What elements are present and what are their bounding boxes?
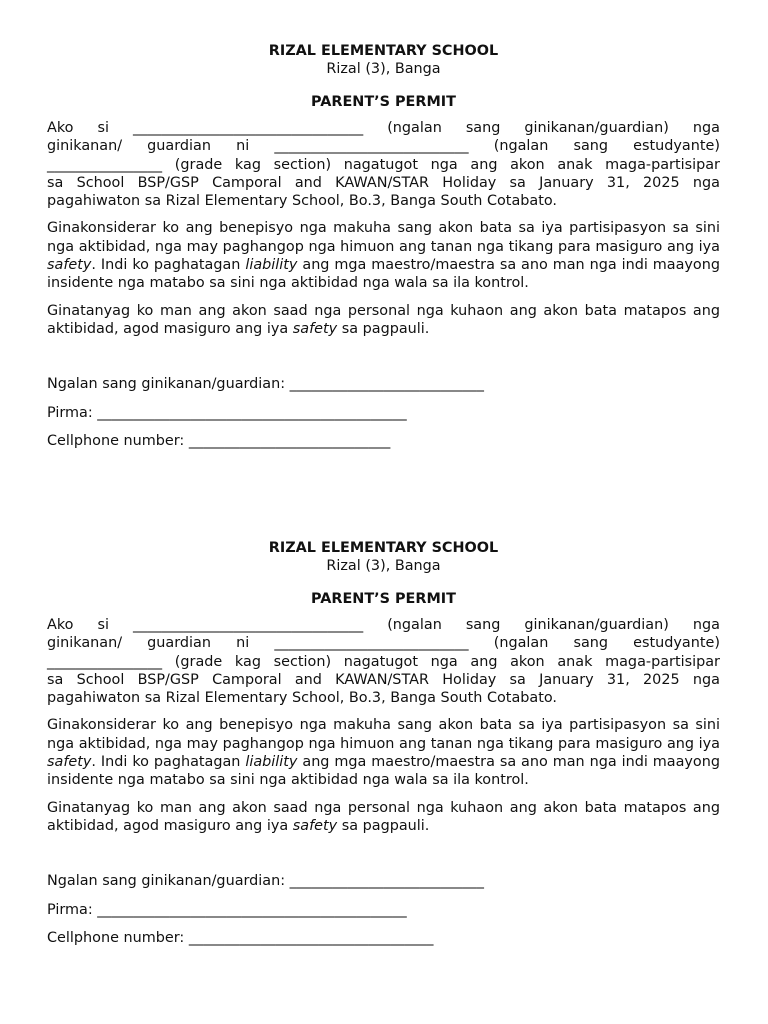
word: sa [47,174,64,191]
word: nga [692,617,720,633]
justified-line [47,137,720,155]
italic-term-safety: safety [292,320,338,337]
word[interactable]: ___________________________ [274,138,469,155]
word[interactable]: ________________________________ [132,617,364,633]
word: (ngalan [493,635,549,652]
italic-term-safety: safety [292,817,338,834]
word: sa [509,671,526,688]
signature-line[interactable]: ___________________________________________ [97,404,407,421]
word: estudyante) [633,138,720,155]
word: School [76,671,125,688]
word: kag [234,156,261,173]
paragraph-last-line: pagahiwaton sa Rizal Elementary School, Bo.3, Banga South Cotabato. [47,690,557,707]
word: KAWAN/STAR [335,671,429,688]
word[interactable]: ________________ [47,653,163,670]
word: School [76,174,125,191]
pickup-paragraph [47,302,720,339]
word: section) [273,653,332,670]
italic-term-liability: liability [245,754,298,771]
word: akon [510,156,545,173]
word: (ngalan [493,138,549,155]
word: (grade [174,156,223,173]
text-run: Ginatanyag ko man ang akon saad nga personal nga kuhaon ang akon bata matapos ang aktibidad, agod masiguro ang iya [47,799,720,834]
word[interactable]: ________________ [47,156,163,173]
justified-line [47,616,720,634]
word: BSP/GSP [137,671,199,688]
permit-form-1 [47,42,720,461]
justified-line [47,119,720,137]
parent-name-field[interactable] [47,872,720,890]
cellphone-line[interactable]: __________________________________ [188,930,434,947]
justified-line [47,156,720,174]
word: Camporal [212,174,282,191]
word: kag [234,653,261,670]
word: 2025 [643,671,680,688]
word: nagatugot [343,156,418,173]
word: guardian [147,635,211,652]
word: sang [573,138,609,155]
word: and [294,671,322,688]
signature-label: Pirma: [47,901,93,918]
word: 31, [606,174,630,191]
word: Holiday [442,174,497,191]
word: nga [692,671,720,688]
cellphone-line[interactable]: ____________________________ [188,433,391,450]
word: BSP/GSP [137,174,199,191]
word: ginikanan/ [47,635,123,652]
word: ni [236,138,250,155]
cellphone-field[interactable] [47,432,720,450]
italic-term-safety: safety [47,754,92,771]
permit-title: PARENT’S PERMIT [311,591,456,607]
word: ginikanan/ [47,138,123,155]
word: maga-partisipar [605,156,720,173]
word: section) [273,156,332,173]
word: sang [465,617,501,633]
pickup-paragraph [47,799,720,836]
text-run: Ginakonsiderar ko ang benepisyo nga makuha sang akon bata sa iya partisipasyon sa sini nga aktibidad, nga may paghangop nga himuon ang tanan nga tikang para masiguro ang iya [47,220,720,255]
school-name: RIZAL ELEMENTARY SCHOOL [268,43,499,59]
signature-line[interactable]: ___________________________________________ [97,901,407,918]
parent-name-line[interactable]: ___________________________ [289,376,484,393]
text-run: . Indi ko paghatagan [91,257,246,274]
signature-field[interactable] [47,404,720,422]
word: January [539,174,594,191]
word: ang [470,156,498,173]
consent-paragraph [47,119,720,210]
text-run: Ginatanyag ko man ang akon saad nga personal nga kuhaon ang akon bata matapos ang aktibidad, agod masiguro ang iya [47,302,720,337]
cellphone-field[interactable] [47,929,720,947]
italic-term-liability: liability [245,257,298,274]
text-run: . Indi ko paghatagan [91,754,246,771]
word: si [97,617,109,633]
school-location: Rizal (3), Banga [326,61,441,77]
permit-title: PARENT’S PERMIT [311,94,456,110]
word: nga [430,156,458,173]
word: January [539,671,594,688]
word[interactable]: ___________________________ [274,635,469,652]
word: ginikanan/guardian) [524,617,669,633]
word: nga [430,653,458,670]
word: ginikanan/guardian) [524,120,669,136]
word[interactable]: ________________________________ [132,120,364,136]
word: sang [465,120,501,136]
cellphone-label: Cellphone number: [47,433,185,450]
word: Holiday [442,671,497,688]
signature-section [47,872,720,947]
school-name: RIZAL ELEMENTARY SCHOOL [268,540,499,556]
signature-section [47,375,720,450]
word: estudyante) [633,635,720,652]
parent-name-line[interactable]: ___________________________ [289,873,484,890]
consent-paragraph [47,616,720,707]
justified-line [47,671,720,689]
text-run: ang mga maestro/maestra sa ano man nga indi maayong insidente nga matabo sa sini nga aktibidad nga wala sa ila kontrol. [47,754,720,789]
word: ang [470,653,498,670]
cellphone-label: Cellphone number: [47,930,185,947]
text-run: sa pagpauli. [337,817,430,834]
word: sa [47,671,64,688]
signature-field[interactable] [47,901,720,919]
school-location: Rizal (3), Banga [326,558,441,574]
word: nga [692,120,720,136]
parent-name-field[interactable] [47,375,720,393]
text-run: ang mga maestro/maestra sa ano man nga indi maayong insidente nga matabo sa sini nga aktibidad nga wala sa ila kontrol. [47,257,720,292]
word: si [97,120,109,136]
parent-name-label: Ngalan sang ginikanan/guardian: [47,873,286,890]
word: nagatugot [343,653,418,670]
word: and [294,174,322,191]
text-run: Ginakonsiderar ko ang benepisyo nga makuha sang akon bata sa iya partisipasyon sa sini nga aktibidad, nga may paghangop nga himuon ang tanan nga tikang para masiguro ang iya [47,717,720,752]
signature-label: Pirma: [47,404,93,421]
word: sa [509,174,526,191]
word: Camporal [212,671,282,688]
word: anak [557,156,593,173]
word: (ngalan [387,120,442,136]
word: Ako [47,120,74,136]
word: 31, [606,671,630,688]
liability-paragraph [47,716,720,789]
word: 2025 [643,174,680,191]
text-run: sa pagpauli. [337,320,430,337]
word: (grade [174,653,223,670]
word: sang [573,635,609,652]
paragraph-last-line: pagahiwaton sa Rizal Elementary School, Bo.3, Banga South Cotabato. [47,193,557,210]
italic-term-safety: safety [47,257,92,274]
justified-line [47,634,720,652]
word: guardian [147,138,211,155]
word: (ngalan [387,617,442,633]
permit-form-2 [47,539,720,958]
word: akon [510,653,545,670]
word: nga [692,174,720,191]
parent-name-label: Ngalan sang ginikanan/guardian: [47,376,286,393]
word: maga-partisipar [605,653,720,670]
word: Ako [47,617,74,633]
word: KAWAN/STAR [335,174,429,191]
justified-line [47,653,720,671]
liability-paragraph [47,219,720,292]
word: ni [236,635,250,652]
justified-line [47,174,720,192]
word: anak [557,653,593,670]
